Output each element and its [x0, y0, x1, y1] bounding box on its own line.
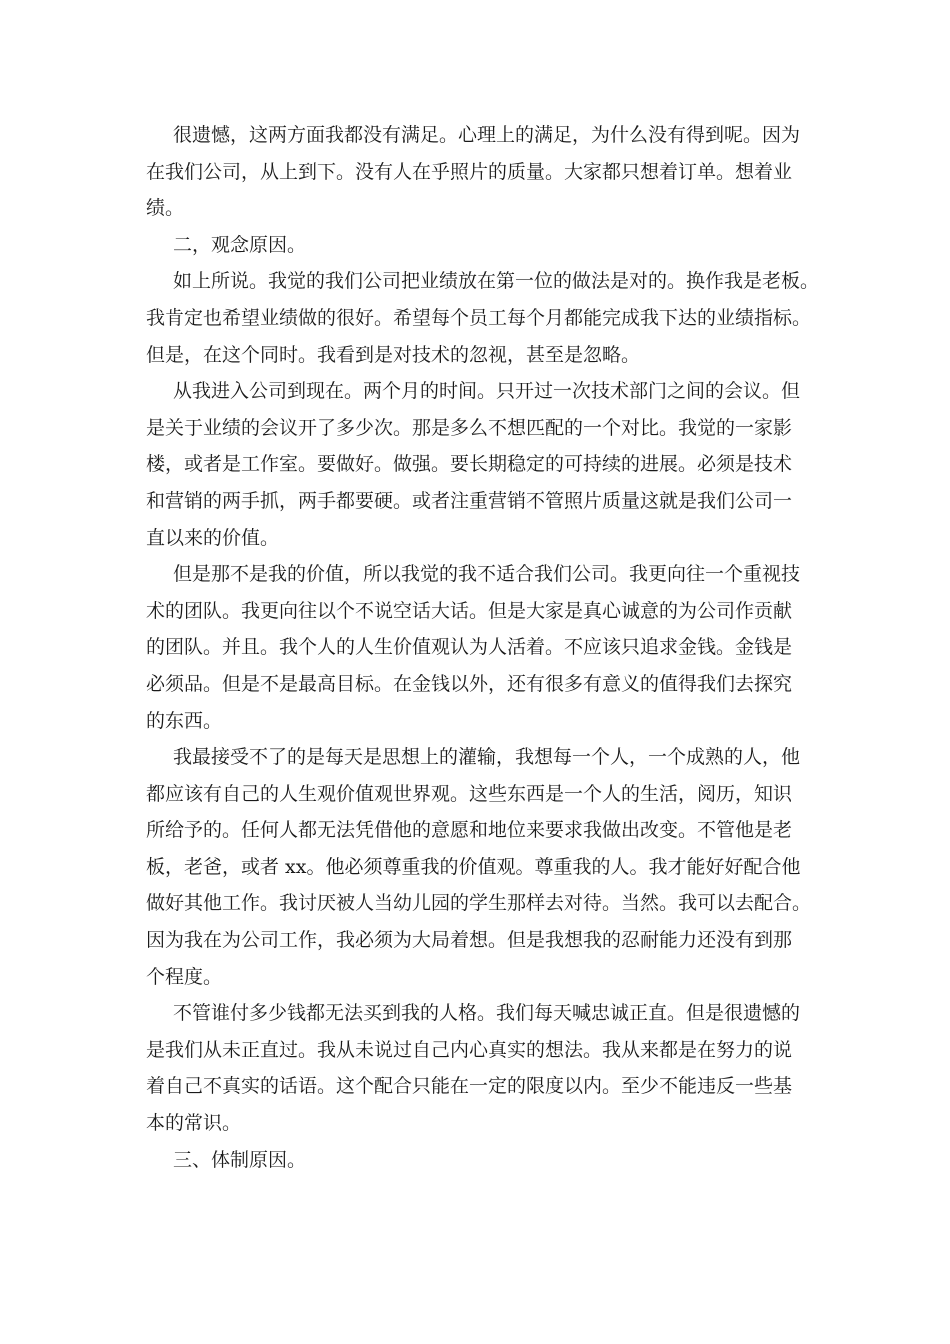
text-line: 直以来的价值。: [146, 526, 280, 549]
text-line: 但是那不是我的价值，所以我觉的我不适合我们公司。我更向往一个重视技: [173, 563, 801, 586]
text-line: 着自己不真实的话语。这个配合只能在一定的限度以内。至少不能违反一些基: [146, 1075, 793, 1098]
text-line: 从我进入公司到现在。两个月的时间。只开过一次技术部门之间的会议。但: [173, 380, 801, 403]
text-line: 和营销的两手抓，两手都要硬。或者注重营销不管照片质量这就是我们公司一: [146, 489, 793, 512]
text-line: 但是，在这个同时。我看到是对技术的忽视，甚至是忽略。: [146, 343, 641, 366]
section-heading-8: [146, 1142, 826, 1179]
text-line: 都应该有自己的人生观价值观世界观。这些东西是一个人的生活，阅历，知识: [146, 782, 793, 805]
text-line: 板，老爸，或者 xx。他必须尊重我的价值观。尊重我的人。我才能好好配合他: [146, 855, 801, 878]
text-line: 三、体制原因。: [173, 1148, 307, 1171]
text-line: 个程度。: [146, 965, 223, 988]
paragraph-4: [146, 373, 826, 556]
text-line: 术的团队。我更向往以个不说空话大话。但是大家是真心诚意的为公司作贡献: [146, 599, 793, 622]
section-heading-2: [146, 227, 826, 264]
text-line: 做好其他工作。我讨厌被人当幼儿园的学生那样去对待。当然。我可以去配合。: [146, 892, 812, 915]
text-line: 二，观念原因。: [173, 233, 307, 256]
text-line: 不管谁付多少钱都无法买到我的人格。我们每天喊忠诚正直。但是很遗憾的: [173, 1002, 801, 1025]
text-line: 必须品。但是不是最高目标。在金钱以外，还有很多有意义的值得我们去探究: [146, 672, 793, 695]
text-line: 本的常识。: [146, 1112, 242, 1135]
text-line: 因为我在为公司工作，我必须为大局着想。但是我想我的忍耐能力还没有到那: [146, 929, 793, 952]
text-line: 很遗憾，这两方面我都没有满足。心理上的满足，为什么没有得到呢。因为: [173, 124, 801, 146]
text-line: 绩。: [146, 197, 185, 220]
paragraph-3: [146, 263, 826, 373]
text-line: 所给予的。任何人都无法凭借他的意愿和地位来要求我做出改变。不管他是老: [146, 819, 793, 842]
paragraph-6: [146, 739, 826, 995]
document-body: [146, 117, 826, 1178]
text-line: 如上所说。我觉的我们公司把业绩放在第一位的做法是对的。换作我是老板。: [173, 270, 820, 293]
text-line: 我肯定也希望业绩做的很好。希望每个员工每个月都能完成我下达的业绩指标。: [146, 306, 812, 329]
text-line: 是我们从未正直过。我从未说过自己内心真实的想法。我从来都是在努力的说: [146, 1038, 793, 1061]
text-line: 的东西。: [146, 709, 223, 732]
text-line: 是关于业绩的会议开了多少次。那是多么不想匹配的一个对比。我觉的一家影: [146, 416, 793, 439]
text-line: 在我们公司，从上到下。没有人在乎照片的质量。大家都只想着订单。想着业: [146, 160, 793, 183]
paragraph-1: [146, 117, 826, 227]
paragraph-5: [146, 556, 826, 739]
paragraph-7: [146, 995, 826, 1141]
text-line: 楼，或者是工作室。要做好。做强。要长期稳定的可持续的进展。必须是技术: [146, 453, 793, 476]
text-line: 的团队。并且。我个人的人生价值观认为人活着。不应该只追求金钱。金钱是: [146, 636, 793, 659]
text-line: 我最接受不了的是每天是思想上的灌输，我想每一个人，一个成熟的人，他: [173, 746, 801, 769]
